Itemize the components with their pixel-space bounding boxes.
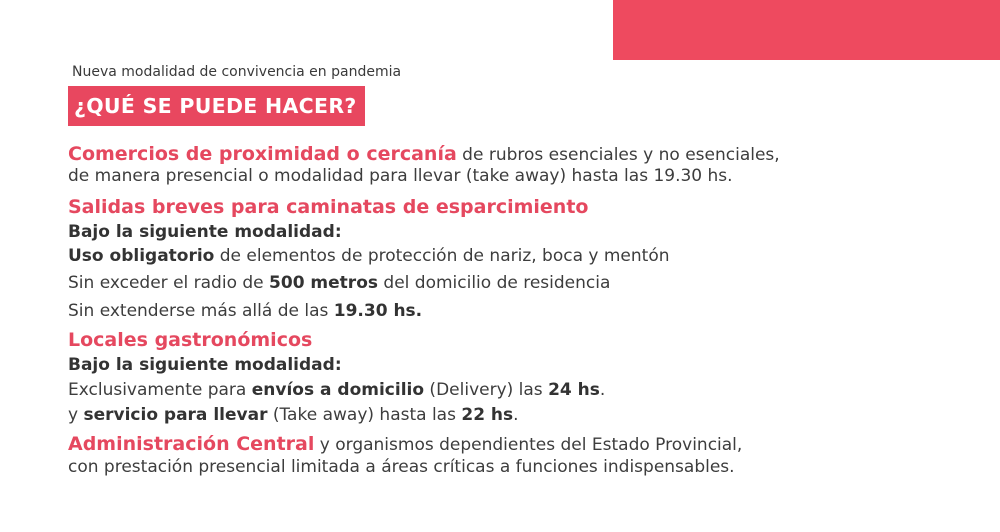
administracion-heading-rest: y organismos dependientes del Estado Provincial, <box>314 435 743 455</box>
salidas-item-2-pre: Sin exceder el radio de <box>68 273 270 293</box>
salidas-item-3-bold: 19.30 hs. <box>333 301 423 321</box>
salidas-item-1 <box>68 246 670 266</box>
locales-item-1 <box>68 380 605 400</box>
comercios-heading-line <box>68 143 780 165</box>
administracion-heading-line <box>68 433 742 455</box>
locales-item-2-mid: (Take away) hasta las <box>267 405 462 425</box>
locales-item-1-post: . <box>599 380 606 400</box>
comercios-line-2: de manera presencial o modalidad para llevar (take away) hasta las 19.30 hs. <box>68 166 733 186</box>
corner-accent-bar <box>613 0 1000 60</box>
locales-item-1-bold-2: 24 hs <box>548 380 600 400</box>
locales-modalidad: Bajo la siguiente modalidad: <box>68 355 342 375</box>
locales-item-2-bold-2: 22 hs <box>461 405 514 425</box>
comercios-heading-rest: de rubros esenciales y no esenciales, <box>456 145 780 165</box>
locales-heading: Locales gastronómicos <box>68 329 313 351</box>
page-title: ¿QUÉ SE PUEDE HACER? <box>68 86 365 126</box>
salidas-item-2-post: del domicilio de residencia <box>378 273 611 293</box>
locales-item-2-pre: y <box>68 405 84 425</box>
salidas-item-3 <box>68 301 422 321</box>
locales-item-1-bold: envíos a domicilio <box>251 380 425 400</box>
salidas-item-1-rest: de elementos de protección de nariz, boca y mentón <box>214 246 670 266</box>
salidas-item-3-pre: Sin extenderse más allá de las <box>68 301 334 321</box>
administracion-line-2: con prestación presencial limitada a áreas críticas a funciones indispensables. <box>68 457 735 477</box>
salidas-item-2-bold: 500 metros <box>269 273 378 293</box>
salidas-modalidad: Bajo la siguiente modalidad: <box>68 222 342 242</box>
salidas-item-1-bold: Uso obligatorio <box>68 246 215 266</box>
administracion-heading: Administración Central <box>68 433 315 455</box>
salidas-heading: Salidas breves para caminatas de esparcimiento <box>68 196 589 218</box>
locales-item-1-pre: Exclusivamente para <box>68 380 252 400</box>
locales-item-2-post: . <box>513 405 519 425</box>
salidas-item-2 <box>68 273 610 293</box>
locales-item-2 <box>68 405 519 425</box>
locales-item-1-mid: (Delivery) las <box>424 380 549 400</box>
subtitle: Nueva modalidad de convivencia en pandemia <box>72 64 402 80</box>
locales-item-2-bold: servicio para llevar <box>83 405 268 425</box>
comercios-heading: Comercios de proximidad o cercanía <box>68 143 457 165</box>
